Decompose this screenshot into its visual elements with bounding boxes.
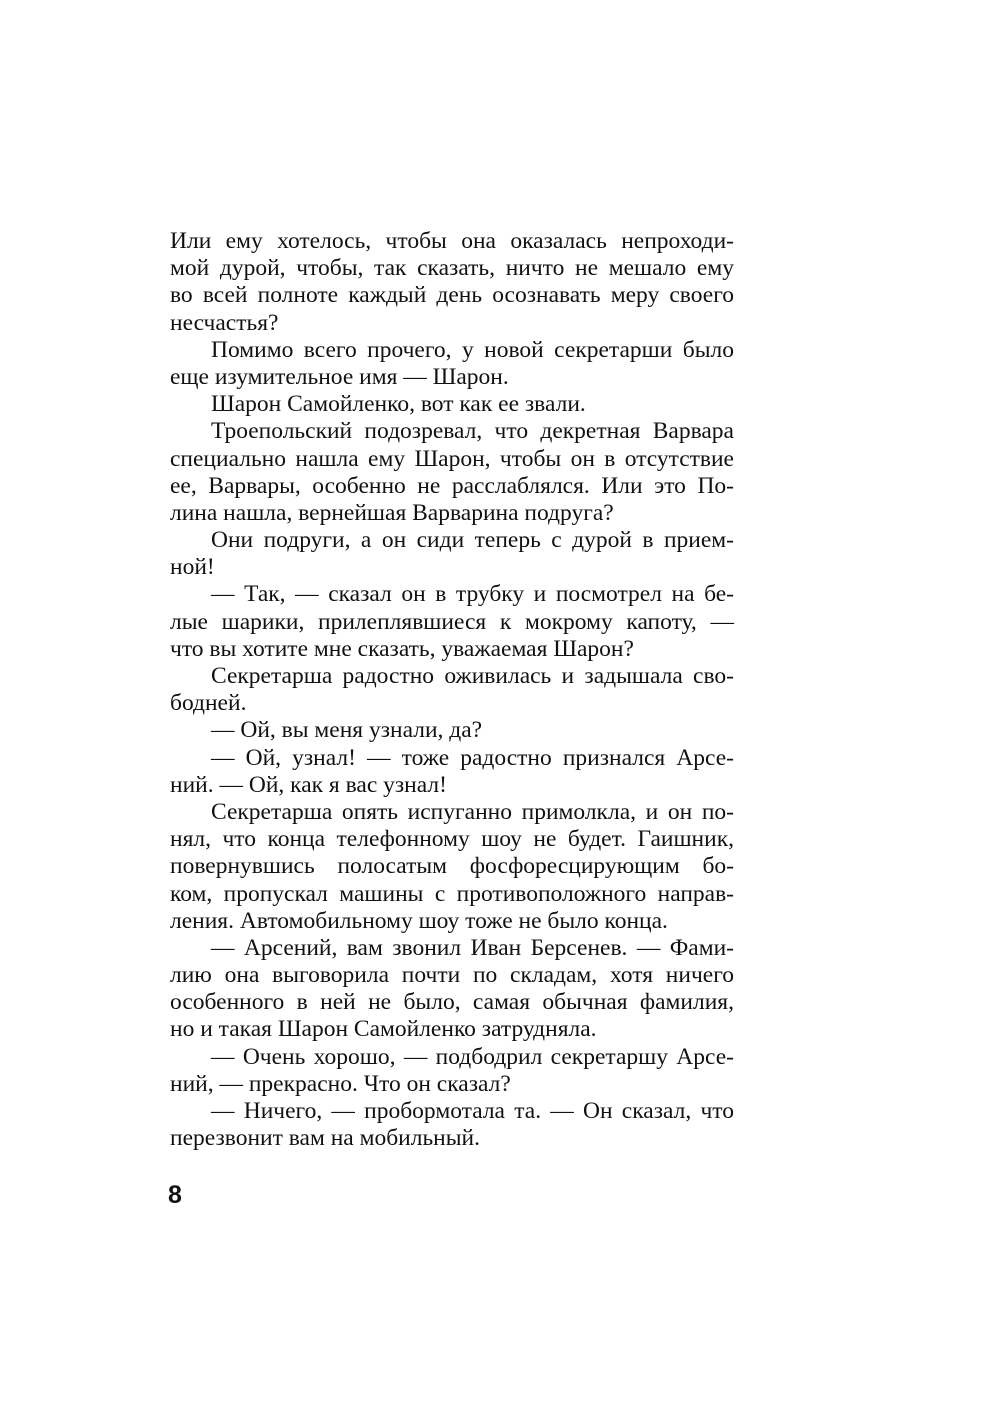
text-line: мой дурой, чтобы, так сказать, ничто не мешало ему <box>170 255 734 282</box>
text-line: но и такая Шарон Самойленко затрудняла. <box>170 1016 597 1043</box>
text-line: Или ему хотелось, чтобы она оказалась непроходи- <box>170 228 734 254</box>
text-line: что вы хотите мне сказать, уважаемая Шарон? <box>170 635 634 662</box>
text-line: особенного в ней не было, самая обычная фамилия, <box>170 989 734 1016</box>
text-line: ком, пропускал машины с противоположного направ- <box>170 880 734 907</box>
text-line: лые шарики, прилеплявшиеся к мокрому капоту, — <box>170 608 734 635</box>
text-line: Шарон Самойленко, вот как ее звали. <box>211 391 586 418</box>
text-line: еще изумительное имя — Шарон. <box>170 363 509 390</box>
text-line: ной! <box>170 554 215 581</box>
text-line: Секретарша опять испуганно примолкла, и он по- <box>211 798 734 825</box>
text-line: несчастья? <box>170 309 279 336</box>
text-line: — Ничего, — пробормотала та. — Он сказал, что <box>211 1098 734 1124</box>
text-line: лию она выговорила почти по складам, хотя ничего <box>170 962 734 989</box>
text-line: Они подруги, а он сиди теперь с дурой в прием- <box>211 527 734 554</box>
text-line: — Так, — сказал он в трубку и посмотрел на бе- <box>211 581 734 608</box>
text-line: Троепольский подозревал, что декретная Варвара <box>211 418 734 445</box>
text-line: повернувшись полосатым фосфоресцирующим бо- <box>170 853 734 880</box>
text-line: ний. — Ой, как я вас узнал! <box>170 771 447 798</box>
text-line: ний, — прекрасно. Что он сказал? <box>170 1070 511 1097</box>
text-line: ления. Автомобильному шоу тоже не было конца. <box>170 907 668 934</box>
text-line: — Арсений, вам звонил Иван Берсенев. — Фами- <box>211 934 734 961</box>
text-line: лина нашла, вернейшая Варварина подруга? <box>170 499 614 526</box>
text-line: ее, Варвары, особенно не расслаблялся. Или это По- <box>170 472 734 499</box>
text-line: во всей полноте каждый день осознавать меру своего <box>170 282 734 309</box>
text-line: Помимо всего прочего, у новой секретарши было <box>211 336 734 363</box>
text-line: бодней. <box>170 690 247 717</box>
text-line: — Ой, узнал! — тоже радостно признался Арсе- <box>211 744 734 771</box>
page-text <box>170 228 734 1152</box>
page-number: 8 <box>168 1181 182 1209</box>
text-line: нял, что конца телефонному шоу не будет. Гаишник, <box>170 826 734 853</box>
text-line: перезвонит вам на мобильный. <box>170 1125 480 1152</box>
text-line: специально нашла ему Шарон, чтобы он в отсутствие <box>170 445 734 472</box>
text-line: — Очень хорошо, — подбодрил секретаршу Арсе- <box>211 1043 734 1070</box>
text-line: Секретарша радостно оживилась и задышала сво- <box>211 663 734 689</box>
text-line: — Ой, вы меня узнали, да? <box>211 717 483 744</box>
